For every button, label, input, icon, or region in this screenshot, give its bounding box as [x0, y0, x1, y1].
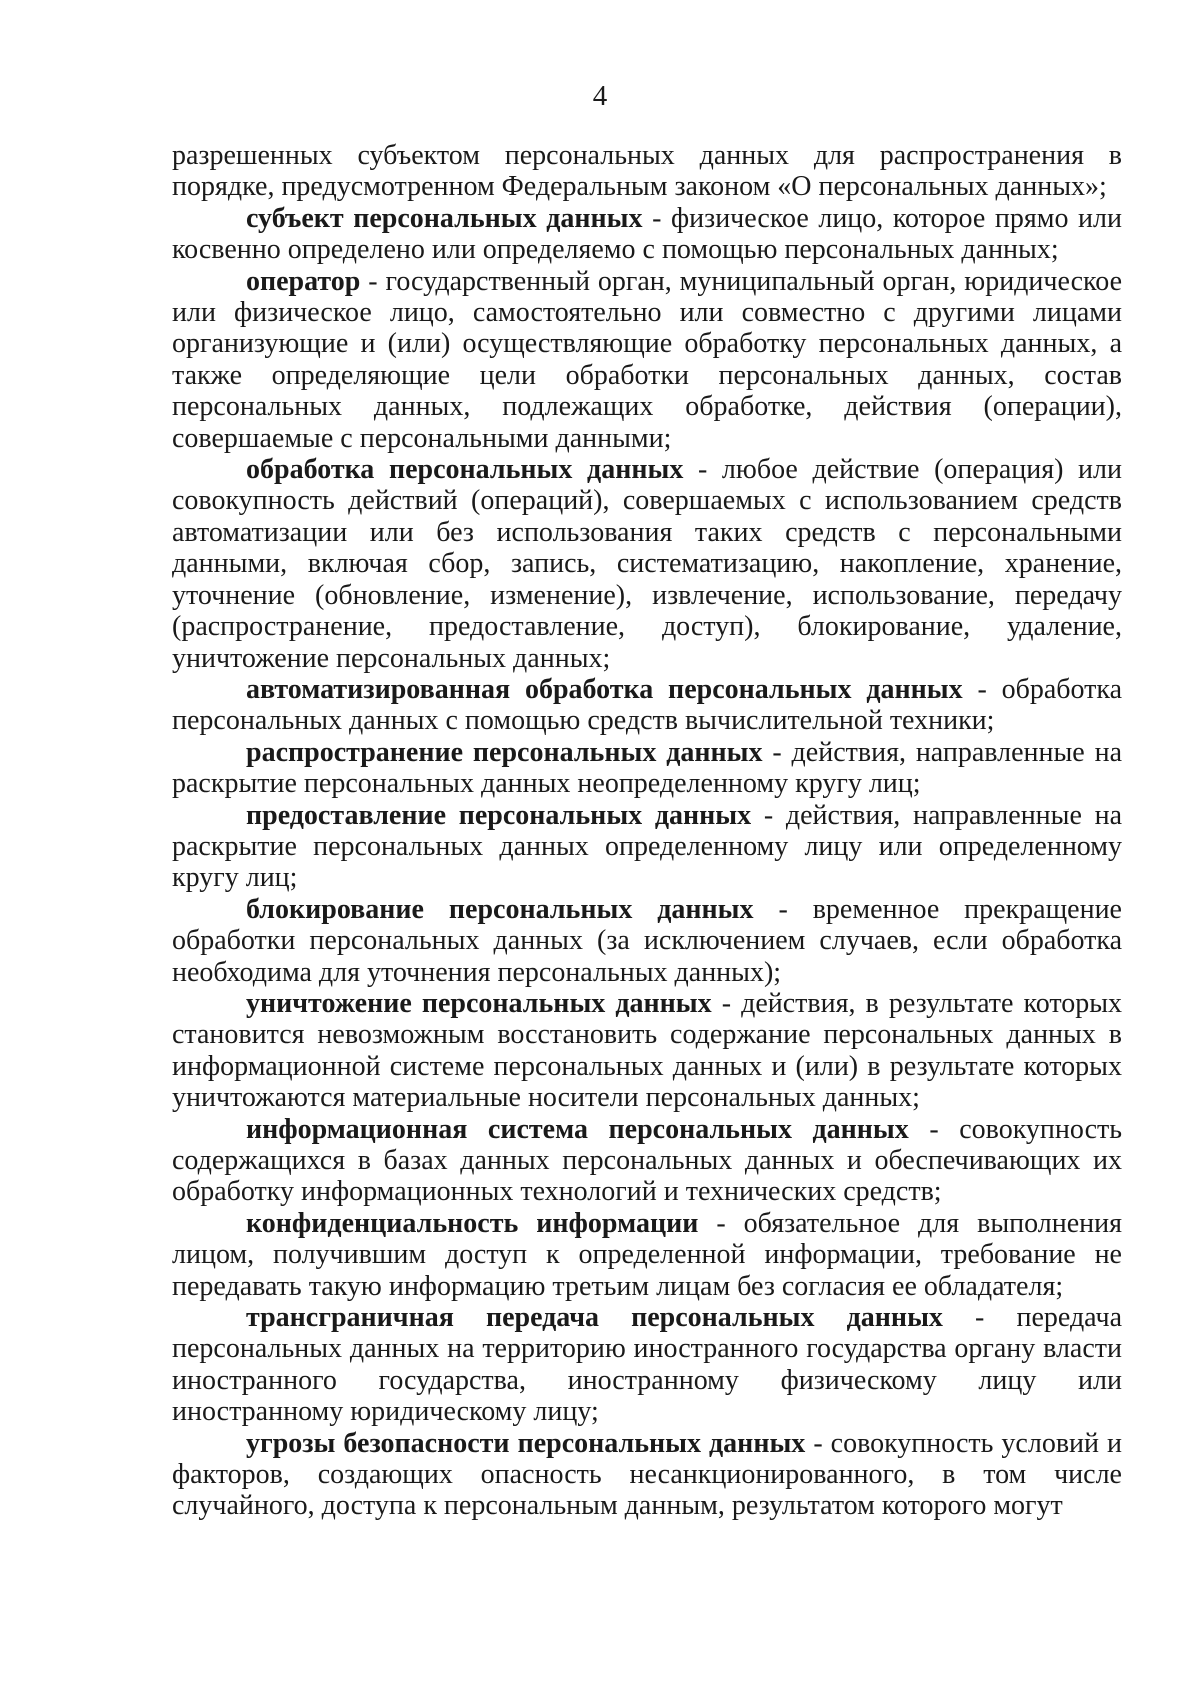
definition-term: предоставление персональных данных — [246, 799, 752, 831]
definition-paragraph — [172, 1428, 1122, 1522]
definition-term: конфиденциальность информации — [246, 1207, 699, 1239]
page-number: 4 — [592, 80, 608, 112]
definition-paragraph — [172, 674, 1122, 737]
definition-text: - обязательное для выполнения лицом, получившим доступ к определенной информации, требование не передавать такую информацию третьим лицам без согласия ее обладателя; — [172, 1207, 1122, 1302]
definition-paragraph — [172, 1302, 1122, 1428]
definition-term: угрозы безопасности персональных данных — [246, 1427, 806, 1459]
definition-term: блокирование персональных данных — [246, 893, 754, 925]
definition-text: - временное прекращение обработки персональных данных (за исключением случаев, если обработка необходима для уточнения персональных данных); — [172, 893, 1122, 988]
definition-term: автоматизированная обработка персональных данных — [246, 673, 963, 705]
definition-text: - передача персональных данных на территорию иностранного государства органу власти иностранного государства, иностранному физическому лицу или иностранному юридическому лицу; — [172, 1302, 1123, 1428]
definition-paragraph — [172, 266, 1122, 454]
document-body — [172, 140, 1122, 1522]
definition-text: - физическое лицо, которое прямо или косвенно определено или определяемо с помощью персональных данных; — [172, 202, 1122, 266]
definition-paragraph — [172, 737, 1122, 800]
definition-text: - действия, в результате которых становится невозможным восстановить содержание персональных данных в информационной системе персональных данных и (или) в результате которых уничтожаются материальные носители персональных данных; — [172, 987, 1123, 1114]
definition-text: - действия, направленные на раскрытие персональных данных неопределенному кругу лиц; — [172, 736, 1123, 800]
definition-term: информационная система персональных данных — [246, 1113, 909, 1145]
definition-paragraph — [172, 1114, 1122, 1208]
definition-term: оператор — [246, 265, 361, 297]
definition-paragraph — [172, 203, 1122, 266]
definition-term: субъект персональных данных — [246, 202, 643, 234]
definition-paragraph — [172, 1208, 1122, 1302]
definition-term: распространение персональных данных — [246, 736, 763, 768]
definition-text: - обработка персональных данных с помощью средств вычислительной техники; — [172, 673, 1123, 737]
definition-paragraph — [172, 454, 1122, 674]
definition-text: - действия, направленные на раскрытие персональных данных определенному лицу или определенному кругу лиц; — [172, 799, 1123, 894]
continuation-paragraph: разрешенных субъектом персональных данных для распространения в порядке, предусмотренном Федеральным законом «О персональных данных»; — [172, 140, 1122, 203]
definition-text: - совокупность содержащихся в базах данных персональных данных и обеспечивающих их обработку информационных технологий и технических средств; — [172, 1113, 1123, 1208]
definition-text: - государственный орган, муниципальный орган, юридическое или физическое лицо, самостоятельно или совместно с другими лицами организующие и (или) осуществляющие обработку персональных данных, а также определяющие цели обработки персональных данных, состав персональных данных, подлежащих обработке, действия (операции), совершаемые с персональными данными; — [172, 265, 1122, 454]
definition-text: - совокупность условий и факторов, создающих опасность несанкционированного, в том числе случайного, доступа к персональным данным, результатом которого могут — [172, 1427, 1122, 1522]
definition-term: обработка персональных данных — [246, 454, 684, 486]
definition-paragraph — [172, 800, 1122, 894]
definition-paragraph — [172, 988, 1122, 1114]
definition-text: - любое действие (операция) или совокупность действий (операций), совершаемых с использованием средств автоматизации или без использования таких средств с персональными данными, включая сбор, запись, систематизацию, накопление, хранение, уточнение (обновление, изменение), извлечение, использование, передачу (распространение, предоставление, доступ), блокирование, удаление, уничтожение персональных данных; — [172, 454, 1122, 674]
definition-term: уничтожение персональных данных — [246, 987, 712, 1019]
definition-paragraph — [172, 894, 1122, 988]
definition-term: трансграничная передача персональных данных — [246, 1302, 943, 1334]
